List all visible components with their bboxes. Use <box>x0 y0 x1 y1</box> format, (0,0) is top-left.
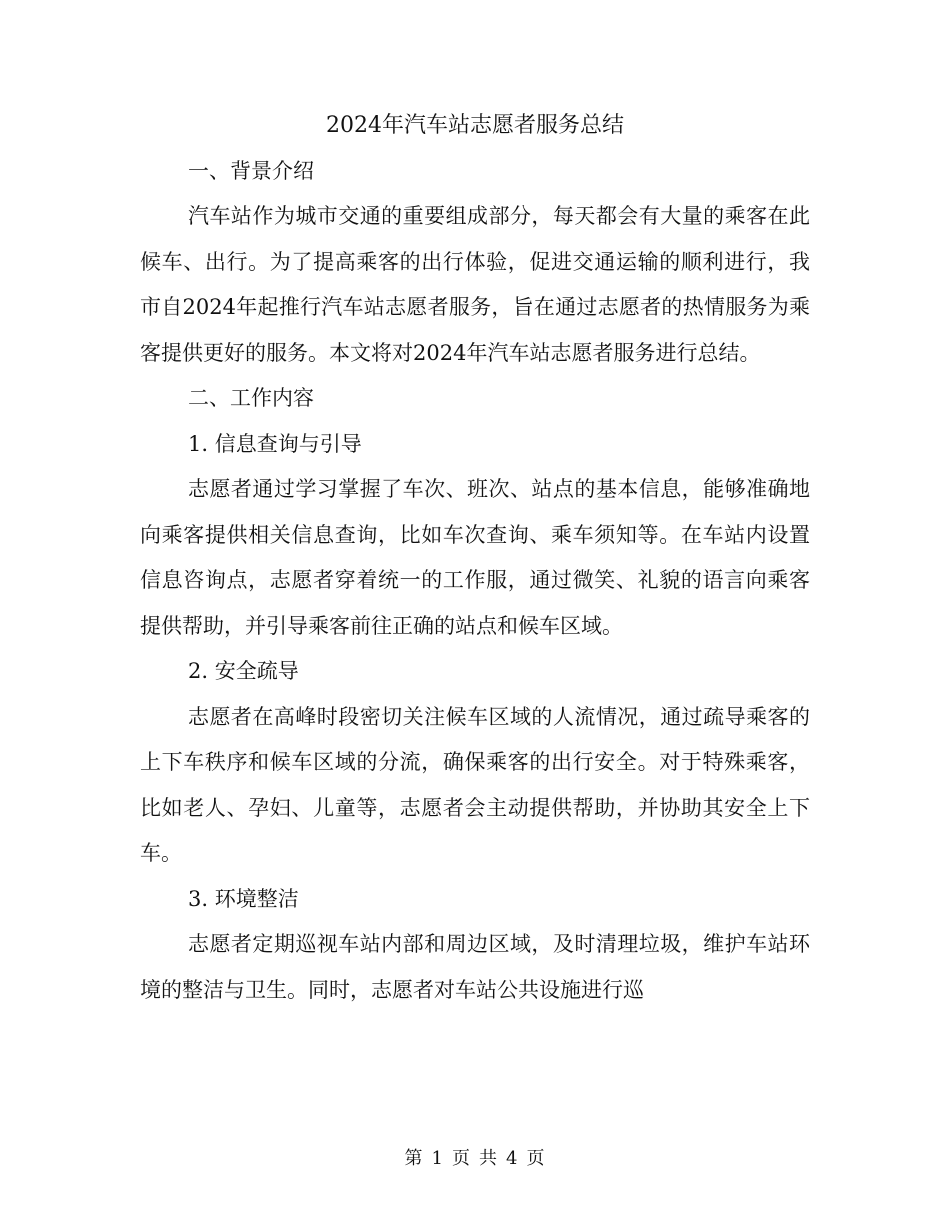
footer-total-pages: 4 <box>506 1148 519 1169</box>
section-heading-work-content: 二、工作内容 <box>188 386 314 410</box>
document-body <box>140 103 810 1013</box>
footer-total-label: 共 <box>479 1148 498 1169</box>
footer-prefix: 第 <box>404 1148 424 1169</box>
page-footer <box>0 1146 950 1172</box>
paragraph-background: 汽车站作为城市交通的重要组成部分，每天都会有大量的乘客在此候车、出行。为了提高乘客的出行体验，促进交通运输的顺利进行，我市自2024年起推行汽车站志愿者服务，旨在通过志愿者的热情服务为乘客提供更好的服务。本文将对2024年汽车站志愿者服务进行总结。 <box>140 204 810 365</box>
paragraph-info-query: 志愿者通过学习掌握了车次、班次、站点的基本信息，能够准确地向乘客提供相关信息查询，比如车次查询、乘车须知等。在车站内设置信息咨询点，志愿者穿着统一的工作服，通过微笑、礼貌的语言向乘客提供帮助，并引导乘客前往正确的站点和候车区域。 <box>140 477 810 638</box>
footer-suffix: 页 <box>526 1148 546 1169</box>
paragraph-environment: 志愿者定期巡视车站内部和周边区域，及时清理垃圾，维护车站环境的整洁与卫生。同时，志愿者对车站公共设施进行巡 <box>140 932 810 1002</box>
footer-current-page: 1 <box>431 1148 444 1169</box>
paragraph-safety: 志愿者在高峰时段密切关注候车区域的人流情况，通过疏导乘客的上下车秩序和候车区域的分流，确保乘客的出行安全。对于特殊乘客，比如老人、孕妇、儿童等，志愿者会主动提供帮助，并协助其安全上下车。 <box>140 704 810 865</box>
footer-page-label: 页 <box>452 1148 471 1169</box>
document-title: 2024年汽车站志愿者服务总结 <box>326 113 624 138</box>
section-heading-background: 一、背景介绍 <box>188 158 314 183</box>
subheading-info-query: 1. 信息查询与引导 <box>188 431 362 456</box>
subheading-environment: 3. 环境整洁 <box>188 886 299 911</box>
subheading-safety: 2. 安全疏导 <box>188 659 299 683</box>
